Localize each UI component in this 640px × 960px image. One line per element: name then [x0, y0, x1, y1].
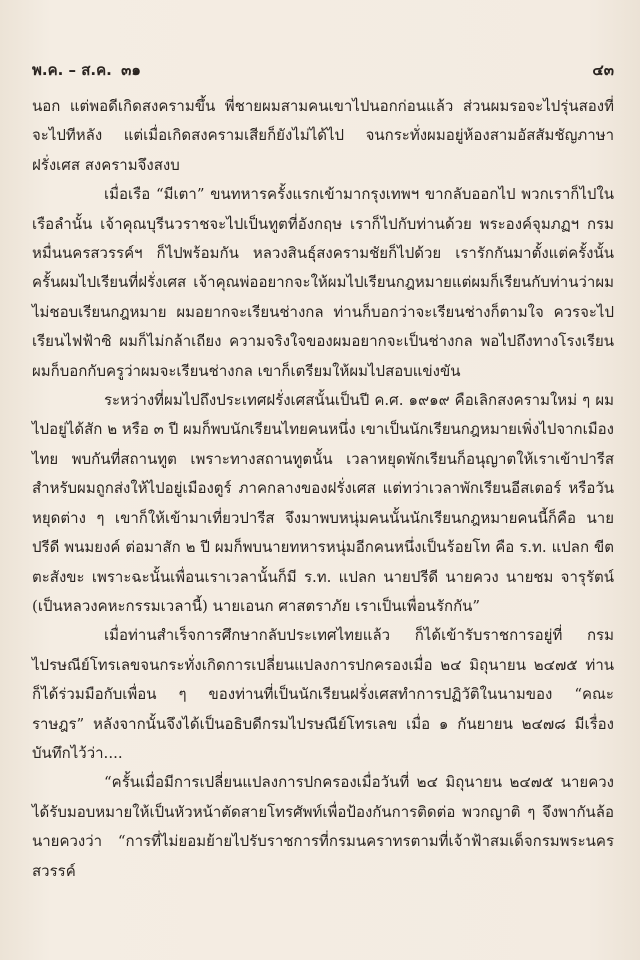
running-header — [32, 58, 145, 82]
paragraph: นอก แต่พอดีเกิดสงครามขึ้น พี่ชายผมสามคนเขาไปนอกก่อนแล้ว ส่วนผมรอจะไปรุ่นสองที่จะไปทีหลัง แต่เมื่อเกิดสงครามเสียก็ยังไม่ได้ไป จนกระทั่งผมอยู่ห้องสามอัสสัมชัญภาษาฝรั่งเศส สงครามจึงสงบ — [32, 97, 614, 174]
paragraph: เมื่อเรือ “มีเตา” ขนทหารครั้งแรกเข้ามากรุงเทพฯ ขากลับออกไป พวกเราก็ไปในเรือลำนั้น เจ้าคุณบุรีนวราชจะไปเป็นทูตที่อังกฤษ เราก็ไปกับท่านด้วย พระองค์จุมภฏฯ กรมหมื่นนครสวรรค์ฯ ก็ไปพร้อมกัน หลวงสินธุ์สงครามชัยก็ไปด้วย เรารักกันมาตั้งแต่ครั้งนั้น ครั้นผมไปเรียนที่ฝรั่งเศส เจ้าคุณพ่ออยากจะให้ผมไปเรียนกฎหมายแต่ผมก็เรียนกับท่านว่าผมไม่ชอบเรียนกฎหมาย ผมอยากจะเรียนช่างกล ท่านก็บอกว่าจะเรียนช่างก็ตามใจ ควรจะไปเรียนไฟฟ้าซิ ผมก็ไม่กล้าเถียง ความจริงใจของผมอยากจะเป็นช่างกล พอไปถึงทางโรงเรียนผมก็บอกกับครูว่าผมจะเรียนช่างกล เขาก็เตรียมให้ผมไปสอบแข่งขัน — [32, 185, 614, 380]
paragraph: “ครั้นเมื่อมีการเปลี่ยนแปลงการปกครองเมื่อวันที่ ๒๔ มิถุนายน ๒๔๗๕ นายควงได้รับมอบหมายให้เป็นหัวหน้าตัดสายโทรศัพท์เพื่อป้องกันการติดต่อ พวกญาติ ๆ จึงพากันล้อนายควงว่า “การที่ไม่ยอมย้ายไปรับราชการที่กรมนคราทรตามที่เจ้าฟ้าสมเด็จกรมพระนครสวรรค์ — [32, 773, 614, 880]
paragraph: ระหว่างที่ผมไปถึงประเทศฝรั่งเศสนั้นเป็นปี ค.ศ. ๑๙๑๙ คือเลิกสงครามใหม่ ๆ ผมไปอยู่ได้สัก ๒ หรือ ๓ ปี ผมก็พบนักเรียนไทยคนหนึ่ง เขาเป็นนักเรียนกฎหมายเพิ่งไปจากเมืองไทย พบกันที่สถานทูต เพราะทางสถานทูตนั้น เวลาหยุดพักเรียนก็อนุญาตให้เราเข้าปารีส สำหรับผมถูกส่งให้ไปอยู่เมืองตูร์ ภาคกลางของฝรั่งเศส แต่ทว่าเวลาพักเรียนอีสเตอร์ หรือวันหยุดต่าง ๆ เขาก็ให้เข้ามาเที่ยวปารีส จึงมาพบหนุ่มคนนั้นนักเรียนกฎหมายคนนี้ก็คือ นายปรีดี พนมยงค์ ต่อมาสัก ๒ ปี ผมก็พบนายทหารหนุ่มอีกคนหนึ่งเป็นร้อยโท คือ ร.ท. แปลก ขีตตะสังขะ เพราะฉะนั้นเพื่อนเราเวลานั้นก็มี ร.ท. แปลก นายปรีดี นายควง นายชม จารุรัตน์ (เป็นหลวงคหะกรรมเวลานี้) นายเอนก ศาสตราภัย เราเป็นเพื่อนรักกัน” — [32, 391, 614, 615]
paragraph: เมื่อท่านสำเร็จการศึกษากลับประเทศไทยแล้ว ก็ได้เข้ารับราชการอยู่ที่ กรมไปรษณีย์โทรเลขจนกระทั่งเกิดการเปลี่ยนแปลงการปกครองเมื่อ ๒๔ มิถุนายน ๒๔๗๕ ท่านก็ได้ร่วมมือกับเพื่อน ๆ ของท่านที่เป็นนักเรียนฝรั่งเศสทำการปฏิวัติในนามของ “คณะราษฎร” หลังจากนั้นจึงได้เป็นอธิบดีกรมไปรษณีย์โทรเลข เมื่อ ๑ กันยายน ๒๔๗๘ มีเรื่องบันทึกไว้ว่า.... — [32, 626, 614, 762]
header-year: ๓๑ — [121, 61, 141, 79]
running-title: พ.ค. – ส.ค. — [32, 61, 112, 79]
page-number: ๔๓ — [592, 61, 614, 79]
body-text — [32, 92, 614, 886]
page-header — [32, 58, 614, 92]
